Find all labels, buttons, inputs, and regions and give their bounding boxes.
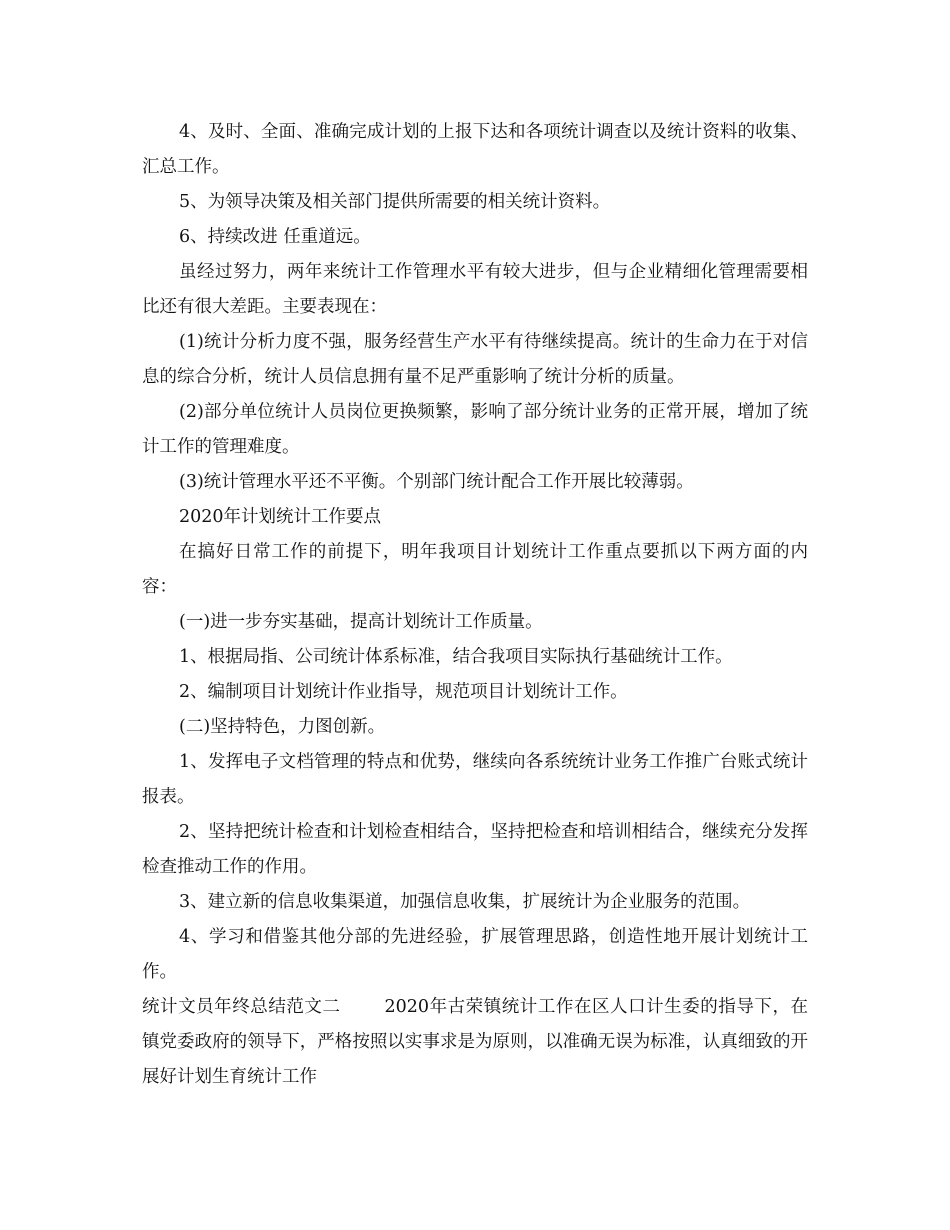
paragraph-item-6-improve: 6、持续改进 任重道远。 — [179, 227, 371, 247]
paragraph-part-two-item-3: 3、建立新的信息收集渠道，加强信息收集，扩展统计为企业服务的范围。 — [179, 892, 751, 912]
paragraph-item-5-support: 5、为领导决策及相关部门提供所需要的相关统计资料。 — [179, 192, 611, 212]
paragraph-issue-1: (1)统计分析力度不强，服务经营生产水平有待继续提高。统计的生命力在于对信息的综合分析，统计人员信息拥有量不足严重影响了统计分析的质量。 — [142, 332, 808, 387]
paragraph-issue-3: (3)统计管理水平还不平衡。个别部门统计配合工作开展比较薄弱。 — [179, 472, 694, 492]
paragraph-part-one-item-1: 1、根据局指、公司统计体系标准，结合我项目实际执行基础统计工作。 — [179, 647, 733, 667]
paragraph-item-4-reporting: 4、及时、全面、准确完成计划的上报下达和各项统计调查以及统计资料的收集、汇总工作。 — [142, 122, 808, 177]
subheading-part-one: (一)进一步夯实基础，提高计划统计工作质量。 — [179, 612, 543, 632]
subheading-part-two: (二)坚持特色，力图创新。 — [179, 717, 386, 737]
paragraph-part-two-item-1: 1、发挥电子文档管理的特点和优势，继续向各系统统计业务工作推广台账式统计报表。 — [142, 752, 808, 807]
section-heading-2020-plan: 2020年计划统计工作要点 — [179, 507, 382, 527]
section-two-body: 2020年古荣镇统计工作在区人口计生委的指导下，在镇党委政府的领导下，严格按照以实事求是为原则，以准确无误为标准，认真细致的开展好计划生育统计工作 — [142, 997, 808, 1087]
paragraph-section-two — [142, 990, 808, 1095]
paragraph-progress-gap: 虽经过努力，两年来统计工作管理水平有较大进步，但与企业精细化管理需要相比还有很大差距。主要表现在： — [142, 262, 808, 317]
paragraph-part-one-item-2: 2、编制项目计划统计作业指导，规范项目计划统计工作。 — [179, 682, 628, 702]
paragraph-part-two-item-2: 2、坚持把统计检查和计划检查相结合，坚持把检查和培训相结合，继续充分发挥检查推动工作的作用。 — [142, 822, 808, 877]
paragraph-plan-intro: 在搞好日常工作的前提下，明年我项目计划统计工作重点要抓以下两方面的内容： — [142, 542, 808, 597]
section-two-heading: 统计文员年终总结范文二 — [142, 997, 341, 1017]
paragraph-part-two-item-4: 4、学习和借鉴其他分部的先进经验，扩展管理思路，创造性地开展计划统计工作。 — [142, 927, 808, 982]
paragraph-issue-2: (2)部分单位统计人员岗位更换频繁，影响了部分统计业务的正常开展，增加了统计工作的管理难度。 — [142, 402, 808, 457]
